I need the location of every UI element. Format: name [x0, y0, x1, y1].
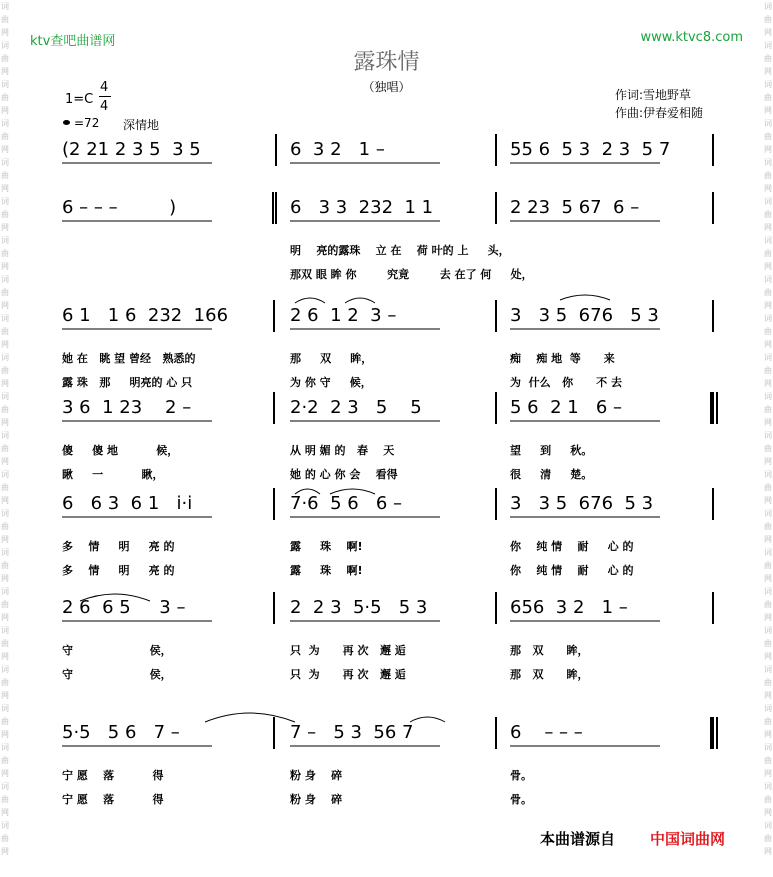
lyric-verse-1: 宁 愿 落 得	[62, 769, 164, 782]
notation-measure-group: 6 6 3 6 1 i·i	[62, 493, 193, 514]
lyric-verse-1: 那 双 眸，	[510, 644, 589, 657]
watermark-char: 词	[1, 431, 9, 440]
watermark-char: 曲	[764, 366, 772, 375]
watermark-char: 曲	[1, 483, 9, 492]
watermark-char: 曲	[764, 132, 772, 141]
lyric-verse-2: 瞅 一 瞅，	[62, 468, 164, 481]
watermark-char: 词	[1, 665, 9, 674]
watermark-char: 曲	[764, 756, 772, 765]
watermark-char: 曲	[764, 249, 772, 258]
lyric-verse-2: 露 珠 那 明亮的 心 只	[62, 376, 193, 389]
lyric-verse-1: 只 为 再 次 邂 逅	[290, 644, 406, 657]
watermark-char: 网	[1, 769, 9, 778]
lyric-verse-1: 多 情 明 亮 的	[62, 540, 175, 553]
watermark-char: 曲	[1, 249, 9, 258]
time-signature-bottom: 4	[100, 99, 109, 114]
watermark-char: 曲	[764, 795, 772, 804]
watermark-char: 词	[764, 587, 772, 596]
watermark-char: 曲	[1, 15, 9, 24]
lyric-verse-1: 她 在 眺 望 曾经 熟悉的	[62, 352, 196, 365]
lyric-verse-2: 守 侯，	[62, 668, 172, 681]
watermark-char: 曲	[1, 93, 9, 102]
notation-measure-group: 6 3 3 232 1 1	[290, 197, 434, 218]
notation-measure-group: 2 23 5 67 6 –	[510, 197, 640, 218]
notation-measure-group: 656 3 2 1 –	[510, 597, 628, 618]
slur	[330, 489, 375, 494]
slur	[295, 298, 325, 303]
watermark-char: 词	[1, 782, 9, 791]
watermark-char: 网	[764, 418, 772, 427]
watermark-char: 网	[764, 730, 772, 739]
watermark-char: 曲	[764, 288, 772, 297]
watermark-char: 词	[764, 353, 772, 362]
lyric-verse-1: 露 珠 啊!	[290, 540, 363, 553]
watermark-char: 词	[764, 665, 772, 674]
watermark-char: 词	[764, 314, 772, 323]
watermark-char: 网	[764, 457, 772, 466]
watermark-char: 网	[764, 340, 772, 349]
watermark-char: 词	[764, 41, 772, 50]
notation-measure-group: 5·5 5 6 7 –	[62, 722, 180, 743]
watermark-char: 词	[764, 119, 772, 128]
slur	[295, 489, 320, 494]
watermark-char: 网	[764, 301, 772, 310]
watermark-char: 曲	[764, 717, 772, 726]
watermark-char: 词	[1, 704, 9, 713]
watermark-char: 网	[764, 652, 772, 661]
watermark-char: 网	[764, 613, 772, 622]
lyric-verse-2: 只 为 再 次 邂 逅	[290, 668, 406, 681]
watermark-char: 网	[1, 574, 9, 583]
watermark-char: 网	[1, 262, 9, 271]
watermark-char: 网	[764, 262, 772, 271]
slur	[345, 298, 375, 303]
tempo-mark: =72	[74, 116, 100, 130]
watermark-char: 网	[1, 808, 9, 817]
watermark-char: 词	[1, 119, 9, 128]
watermark-char: 词	[1, 470, 9, 479]
watermark-char: 曲	[1, 639, 9, 648]
watermark-char: 网	[1, 613, 9, 622]
lyric-verse-1: 明 亮的露珠 立 在 荷 叶的 上 头，	[290, 244, 510, 257]
watermark-char: 曲	[1, 756, 9, 765]
watermark-char: 网	[764, 106, 772, 115]
watermark-char: 网	[1, 535, 9, 544]
lyric-verse-2: 很 清 楚。	[510, 468, 593, 481]
watermark-char: 曲	[764, 639, 772, 648]
watermark-char: 曲	[1, 54, 9, 63]
watermark-char: 曲	[1, 405, 9, 414]
notation-measure-group: 55 6 5 3 2 3 5 7	[510, 139, 671, 160]
watermark-char: 词	[1, 548, 9, 557]
watermark-char: 网	[764, 379, 772, 388]
lyric-verse-2: 粉 身 碎	[290, 793, 343, 806]
watermark-char: 词	[1, 2, 9, 11]
slur	[205, 713, 295, 722]
lyricist-credit: 作词:雪地野草	[615, 88, 692, 102]
lyric-verse-1: 从 明 媚 的 春 天	[290, 444, 395, 457]
watermark-char: 曲	[764, 54, 772, 63]
notation-measure-group: 7 – 5 3 56 7	[290, 722, 414, 743]
watermark-char: 曲	[764, 678, 772, 687]
watermark-char: 词	[764, 470, 772, 479]
watermark-char: 网	[1, 106, 9, 115]
watermark-char: 曲	[764, 522, 772, 531]
watermark-char: 词	[1, 587, 9, 596]
lyric-verse-1: 望 到 秋。	[510, 444, 593, 457]
notation-measure-group: 3 6 1 23 2 –	[62, 397, 192, 418]
watermark-char: 词	[1, 275, 9, 284]
watermark-char: 网	[1, 691, 9, 700]
watermark-char: 网	[764, 184, 772, 193]
watermark-char: 曲	[1, 678, 9, 687]
lyric-verse-2: 那 双 眸，	[510, 668, 589, 681]
watermark-char: 网	[764, 67, 772, 76]
watermark-char: 词	[1, 509, 9, 518]
watermark-char: 曲	[1, 210, 9, 219]
watermark-char: 词	[764, 821, 772, 830]
watermark-char: 曲	[1, 288, 9, 297]
watermark-char: 网	[1, 652, 9, 661]
watermark-char: 词	[1, 197, 9, 206]
watermark-char: 网	[764, 223, 772, 232]
watermark-char: 曲	[1, 327, 9, 336]
slur	[80, 594, 150, 601]
watermark-char: 曲	[764, 171, 772, 180]
source-site-link[interactable]: 中国词曲网	[650, 830, 726, 848]
watermark-char: 曲	[764, 15, 772, 24]
watermark-char: 词	[764, 743, 772, 752]
notation-measure-group: 5 6 2 1 6 –	[510, 397, 623, 418]
lyric-verse-1: 傻 傻 地 候，	[62, 444, 179, 457]
notation-measure-group: 2 6 1 2 3 –	[290, 305, 397, 326]
watermark-char: 网	[764, 808, 772, 817]
watermark-char: 曲	[764, 561, 772, 570]
watermark-char: 网	[1, 847, 9, 856]
watermark-char: 网	[1, 67, 9, 76]
song-title: 露珠情	[353, 50, 420, 75]
watermark-char: 曲	[764, 834, 772, 843]
lyric-verse-2: 骨。	[510, 793, 532, 806]
watermark-char: 网	[1, 418, 9, 427]
watermark-char: 词	[764, 80, 772, 89]
notation-measure-group: 6 1 1 6 232 166	[62, 305, 229, 326]
watermark-char: 曲	[764, 327, 772, 336]
watermark-char: 网	[1, 496, 9, 505]
lyric-verse-1: 你 纯 情 耐 心 的	[510, 540, 634, 553]
lyric-verse-2: 为 你 守 候，	[290, 376, 372, 389]
watermark-char: 曲	[764, 210, 772, 219]
lyric-verse-2: 那双 眼 眸 你 究竟 去 在了 何 处，	[290, 268, 533, 281]
watermark-char: 网	[1, 223, 9, 232]
watermark-char: 网	[1, 28, 9, 37]
watermark-char: 词	[1, 392, 9, 401]
watermark-char: 网	[1, 457, 9, 466]
watermark-char: 词	[764, 509, 772, 518]
notation-measure-group: 2 6 6 5 3 –	[62, 597, 186, 618]
lyric-verse-1: 守 侯，	[62, 644, 172, 657]
lyric-verse-2: 露 珠 啊!	[290, 564, 363, 577]
watermark-char: 网	[764, 847, 772, 856]
watermark-char: 曲	[764, 444, 772, 453]
lyric-verse-1: 骨。	[510, 769, 532, 782]
watermark-char: 曲	[1, 717, 9, 726]
slur	[410, 717, 445, 722]
watermark-char: 曲	[1, 171, 9, 180]
slur	[560, 295, 610, 300]
notation-measure-group: 6 – – –	[510, 722, 583, 743]
watermark-char: 曲	[764, 600, 772, 609]
watermark-char: 词	[764, 431, 772, 440]
watermark-char: 词	[1, 80, 9, 89]
watermark-char: 词	[764, 2, 772, 11]
lyric-verse-1: 那 双 眸，	[290, 352, 373, 365]
watermark-char: 词	[1, 41, 9, 50]
watermark-char: 词	[764, 197, 772, 206]
key-signature: 1=C	[65, 92, 94, 107]
expression-mark: 深情地	[123, 118, 160, 132]
watermark-char: 网	[1, 301, 9, 310]
watermark-char: 词	[764, 275, 772, 284]
watermark-char: 网	[764, 769, 772, 778]
watermark-char: 网	[1, 730, 9, 739]
watermark-char: 词	[764, 782, 772, 791]
watermark-char: 词	[1, 821, 9, 830]
notation-measure-group: (2 21 2 3 5 3 5	[62, 139, 201, 160]
notation-measure-group: 2 2 3 5·5 5 3	[290, 597, 428, 618]
watermark-char: 曲	[764, 93, 772, 102]
watermark-char: 曲	[764, 483, 772, 492]
watermark-char: 曲	[1, 795, 9, 804]
notation-measure-group: 3 3 5 676 5 3	[510, 305, 659, 326]
site-name-left: ktv查吧曲谱网	[30, 34, 116, 49]
watermark-char: 曲	[1, 366, 9, 375]
watermark-char: 词	[1, 743, 9, 752]
notation-measure-group: 6 3 2 1 –	[290, 139, 385, 160]
composer-credit: 作曲:伊春爱相随	[615, 106, 704, 120]
lyric-verse-2: 宁 愿 落 得	[62, 793, 164, 806]
watermark-char: 网	[1, 379, 9, 388]
watermark-char: 网	[764, 574, 772, 583]
watermark-char: 词	[1, 314, 9, 323]
watermark-char: 词	[764, 236, 772, 245]
lyric-verse-1: 痴 痴 地 等 来	[510, 352, 615, 365]
watermark-char: 词	[764, 158, 772, 167]
notation-measure-group: 7·6 5 6 6 –	[290, 493, 403, 514]
watermark-char: 网	[764, 145, 772, 154]
watermark-char: 曲	[1, 561, 9, 570]
watermark-char: 词	[1, 626, 9, 635]
watermark-char: 词	[1, 236, 9, 245]
lyric-verse-2: 你 纯 情 耐 心 的	[510, 564, 634, 577]
watermark-char: 曲	[1, 132, 9, 141]
watermark-char: 词	[764, 392, 772, 401]
watermark-char: 网	[764, 496, 772, 505]
watermark-char: 网	[1, 145, 9, 154]
source-label: 本曲谱源自	[540, 830, 616, 848]
watermark-char: 网	[764, 535, 772, 544]
watermark-char: 网	[1, 340, 9, 349]
watermark-char: 网	[764, 691, 772, 700]
notation-measure-group: 2·2 2 3 5 5	[290, 397, 422, 418]
watermark-char: 曲	[1, 522, 9, 531]
watermark-char: 词	[764, 704, 772, 713]
lyric-verse-2: 为 什么 你 不 去	[510, 376, 622, 389]
watermark-char: 词	[764, 548, 772, 557]
watermark-char: 词	[1, 158, 9, 167]
time-signature-top: 4	[100, 80, 109, 95]
notation-measure-group: 3 3 5 676 5 3	[510, 493, 654, 514]
song-subtitle: （独唱）	[362, 80, 411, 94]
lyric-verse-2: 她 的 心 你 会 看得	[290, 468, 398, 481]
watermark-char: 网	[1, 184, 9, 193]
watermark-char: 词	[1, 353, 9, 362]
notation-measure-group: 6 – – – )	[62, 197, 177, 218]
watermark-char: 曲	[764, 405, 772, 414]
watermark-char: 曲	[1, 834, 9, 843]
watermark-char: 曲	[1, 444, 9, 453]
watermark-char: 词	[764, 626, 772, 635]
lyric-verse-1: 粉 身 碎	[290, 769, 343, 782]
lyric-verse-2: 多 情 明 亮 的	[62, 564, 175, 577]
site-url-right: www.ktvc8.com	[640, 30, 743, 45]
watermark-char: 网	[764, 28, 772, 37]
watermark-char: 曲	[1, 600, 9, 609]
